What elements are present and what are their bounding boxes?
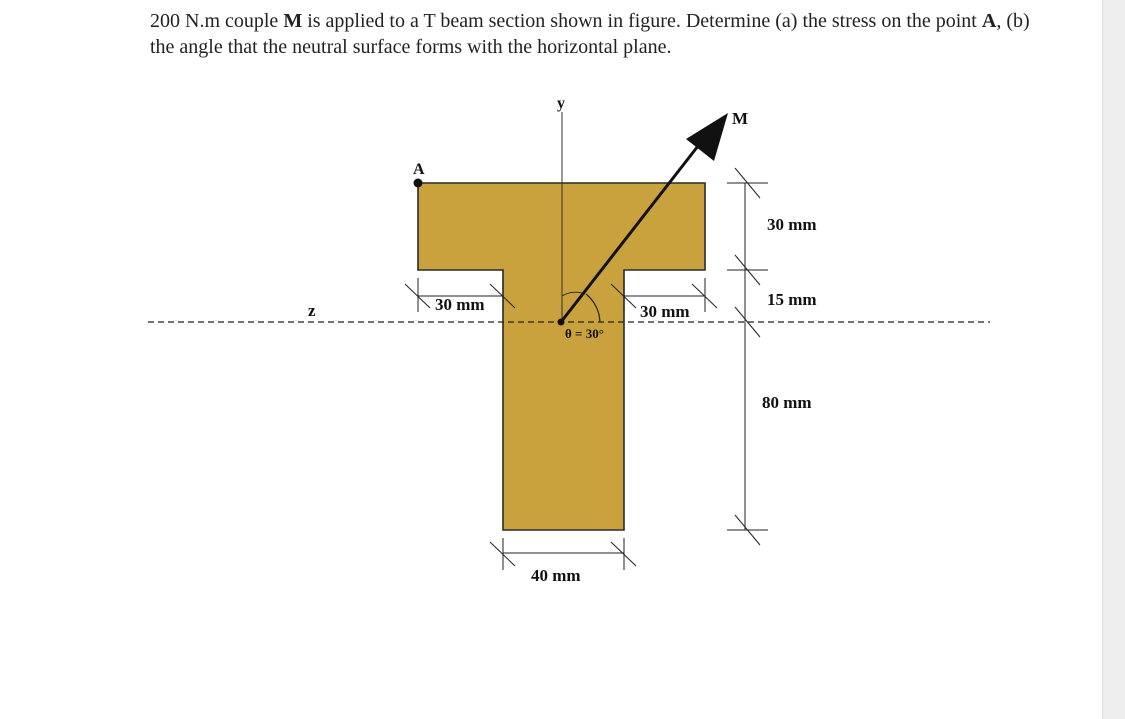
problem-bold-point: A (981, 10, 997, 32)
y-axis-label: y (557, 95, 565, 112)
top-offset-label: 15 mm (767, 290, 817, 309)
z-axis-label: z (308, 301, 316, 320)
right-dimension-ticks (727, 168, 768, 545)
angle-label: θ = 30° (565, 326, 604, 341)
problem-text-1: 200 N.m couple (150, 10, 284, 32)
bottom-offset-label: 80 mm (762, 393, 812, 412)
point-a-dot (414, 179, 423, 188)
moment-label: M (732, 109, 749, 128)
web-width-label: 40 mm (531, 566, 581, 585)
problem-bold-moment: M (283, 10, 303, 32)
flange-height-label: 30 mm (767, 215, 817, 234)
problem-text-2: is applied to a T beam section shown in figure. Determine (a) the stress on the point (302, 10, 982, 32)
scroll-edge[interactable] (1102, 0, 1125, 719)
point-a-label: A (413, 161, 425, 178)
right-overhang-label: 30 mm (640, 302, 690, 321)
left-overhang-label: 30 mm (435, 295, 485, 314)
problem-text-3: , (b) the angle that the neutral surface forms with the horizontal plane. (150, 10, 1030, 58)
